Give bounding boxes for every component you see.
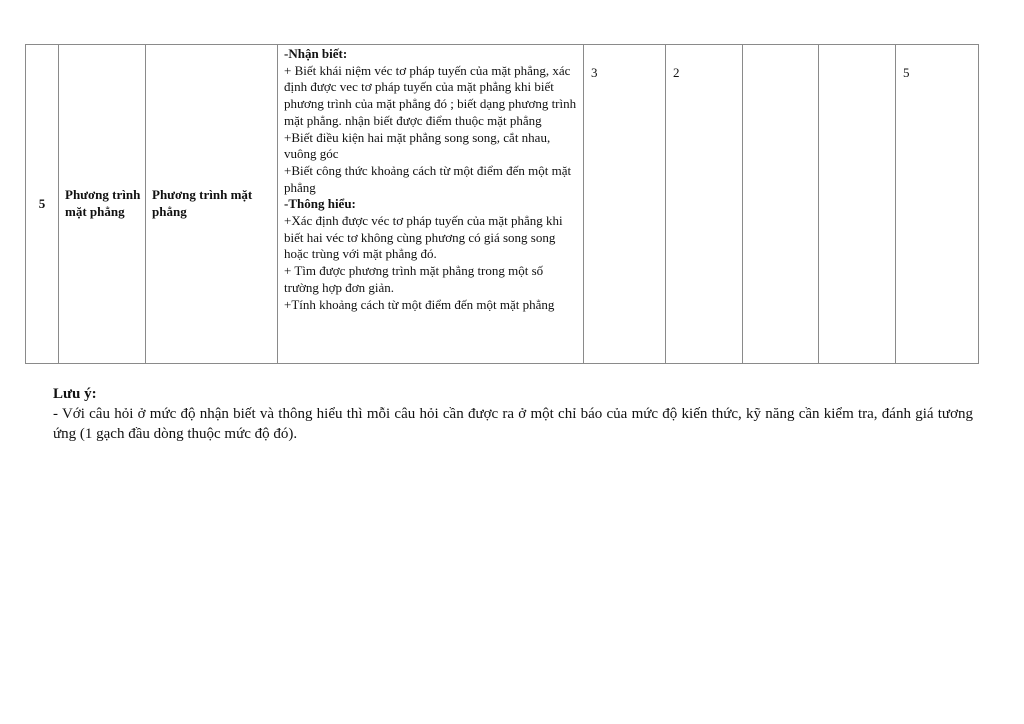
- description-item: +Biết công thức khoảng cách từ một điểm đến một mặt phẳng: [284, 162, 572, 195]
- topic-cell: Phương trình mặt phẳng: [59, 45, 146, 364]
- description-item: +Xác định được véc tơ pháp tuyến của mặt phẳng khi biết hai véc tơ không cùng phương có giá song song hoặc trùng với mặt phẳng đó.: [284, 213, 563, 262]
- count-van-dung-cell: [743, 45, 819, 364]
- unit-cell: Phương trình mặt phẳng: [146, 45, 278, 364]
- description-cell: [278, 45, 584, 364]
- description-item: + Tìm được phương trình mặt phẳng trong một số trường hợp đơn giản.: [284, 263, 544, 295]
- count-van-dung-cao-cell: [819, 45, 896, 364]
- count-nhan-biet-cell: 3: [584, 45, 666, 364]
- row-number-cell: 5: [26, 45, 59, 364]
- description-heading: -Nhận biết:: [284, 46, 348, 61]
- description-item: +Tính khoảng cách từ một điểm đến một mặt phẳng: [284, 296, 555, 312]
- note-section: [53, 384, 973, 444]
- count-thong-hieu-cell: 2: [666, 45, 743, 364]
- assessment-matrix-table: [25, 44, 979, 364]
- description-item: + Biết khái niệm véc tơ pháp tuyến của mặt phẳng, xác định được vec tơ pháp tuyến của mặt phẳng khi biết phương trình của mặt phẳng đó ; biết dạng phương trình mặt phẳng. nhận biết được điểm thuộc mặt phẳng: [284, 62, 577, 128]
- table-row: [26, 45, 979, 364]
- description-heading: -Thông hiểu:: [284, 196, 356, 212]
- description-item: +Biết điều kiện hai mặt phẳng song song, cắt nhau, vuông góc: [284, 129, 551, 162]
- count-total-cell: 5: [896, 45, 979, 364]
- note-text: - Với câu hỏi ở mức độ nhận biết và thông hiểu thì mỗi câu hỏi cần được ra ở một chỉ báo của mức độ kiến thức, kỹ năng cần kiểm tra, đánh giá tương ứng (1 gạch đầu dòng thuộc mức độ đó).: [53, 406, 973, 442]
- note-title: Lưu ý:: [53, 386, 97, 402]
